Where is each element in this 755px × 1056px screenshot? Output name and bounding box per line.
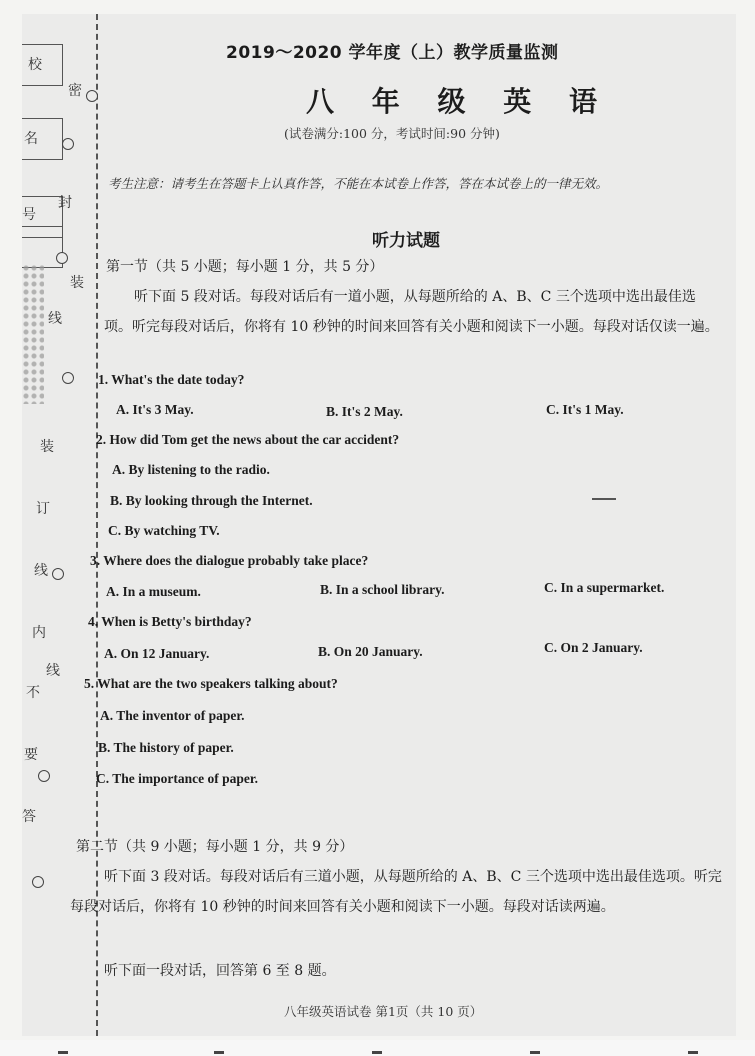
q4-option-c: C. On 2 January. (544, 640, 643, 655)
warn-char-1: 装 (40, 439, 54, 455)
warn-char-4: 内 (32, 625, 46, 641)
exam-session: 2019～2020 学年度（上）教学质量监测 (226, 43, 559, 63)
warn-char-5: 不 (26, 685, 40, 701)
q1-option-c: C. It's 1 May. (546, 402, 624, 417)
seal-char-mi: 密 (68, 83, 82, 99)
part2-heading: 第二节（共 9 小题；每小题 1 分，共 9 分） (76, 839, 354, 855)
q2-option-c: C. By watching TV. (108, 523, 220, 538)
q5-option-a: A. The inventor of paper. (100, 708, 245, 723)
margin-label-school: 校 (28, 57, 42, 73)
binding-hole-1 (86, 90, 98, 102)
margin-pattern (22, 264, 44, 404)
seal-char-zhuang: 装 (70, 275, 84, 291)
q1-option-a: A. It's 3 May. (116, 402, 194, 417)
side-char-xian: 线 (46, 663, 60, 679)
margin-label-number: 号 (22, 207, 36, 223)
exam-info: (试卷满分:100 分，考试时间:90 分钟) (284, 126, 500, 141)
warn-char-6: 要 (24, 747, 38, 763)
listening-title: 听力试题 (372, 231, 440, 251)
exam-title: 八 年 级 英 语 (306, 85, 611, 118)
warn-char-2: 订 (36, 501, 50, 517)
q2-option-b: B. By looking through the Internet. (110, 493, 313, 508)
q3-option-c: C. In a supermarket. (544, 580, 665, 595)
binding-hole-2 (62, 138, 74, 150)
part1-heading: 第一节（共 5 小题；每小题 1 分，共 5 分） (106, 259, 384, 275)
question-4: 4. When is Betty's birthday? (88, 614, 252, 629)
binding-hole-3 (56, 252, 68, 264)
q5-option-b: B. The history of paper. (98, 740, 234, 755)
question-5: 5. What are the two speakers talking about? (84, 676, 338, 691)
q4-option-a: A. On 12 January. (104, 646, 210, 661)
question-1: 1. What's the date today? (98, 372, 245, 387)
part1-instruction: 听下面 5 段对话。每段对话后有一道小题，从每题所给的 A、B、C 三个选项中选出最佳选项。听完每段对话后，你将有 10 秒钟的时间来回答有关小题和阅读下一小题。每段对话仅读一遍。 (104, 289, 719, 335)
scan-bottom-strip (0, 1040, 755, 1056)
q3-option-a: A. In a museum. (106, 584, 201, 599)
q3-option-b: B. In a school library. (320, 582, 445, 597)
warn-char-7: 答 (22, 809, 36, 825)
binding-hole-6 (38, 770, 50, 782)
exam-notice: 考生注意：请考生在答题卡上认真作答，不能在本试卷上作答，答在本试卷上的一律无效。 (108, 176, 609, 191)
question-3: 3. Where does the dialogue probably take place? (90, 553, 369, 568)
stray-mark (592, 498, 616, 500)
binding-hole-4 (62, 372, 74, 384)
question-2: 2. How did Tom get the news about the car accident? (96, 432, 400, 447)
page-footer: 八年级英语试卷 第1页（共 10 页） (284, 1004, 483, 1019)
seal-char-xian: 线 (48, 311, 62, 327)
q5-option-c: C. The importance of paper. (96, 771, 258, 786)
margin-label-name: 名 (24, 131, 38, 147)
warn-char-3: 线 (34, 563, 48, 579)
binding-hole-5 (52, 568, 64, 580)
q1-option-b: B. It's 2 May. (326, 404, 403, 419)
exam-page (22, 14, 736, 1036)
binding-hole-7 (32, 876, 44, 888)
part2-instruction: 听下面 3 段对话。每段对话后有三道小题，从每题所给的 A、B、C 三个选项中选出最佳选项。听完每段对话后，你将有 10 秒钟的时间来回答有关小题和阅读下一小题。每段对话读两遍。 (70, 869, 722, 915)
seal-char-feng: 封 (58, 195, 72, 211)
q2-option-a: A. By listening to the radio. (112, 462, 270, 477)
q4-option-b: B. On 20 January. (318, 644, 423, 659)
part2-subinstruction: 听下面一段对话，回答第 6 至 8 题。 (104, 963, 336, 979)
